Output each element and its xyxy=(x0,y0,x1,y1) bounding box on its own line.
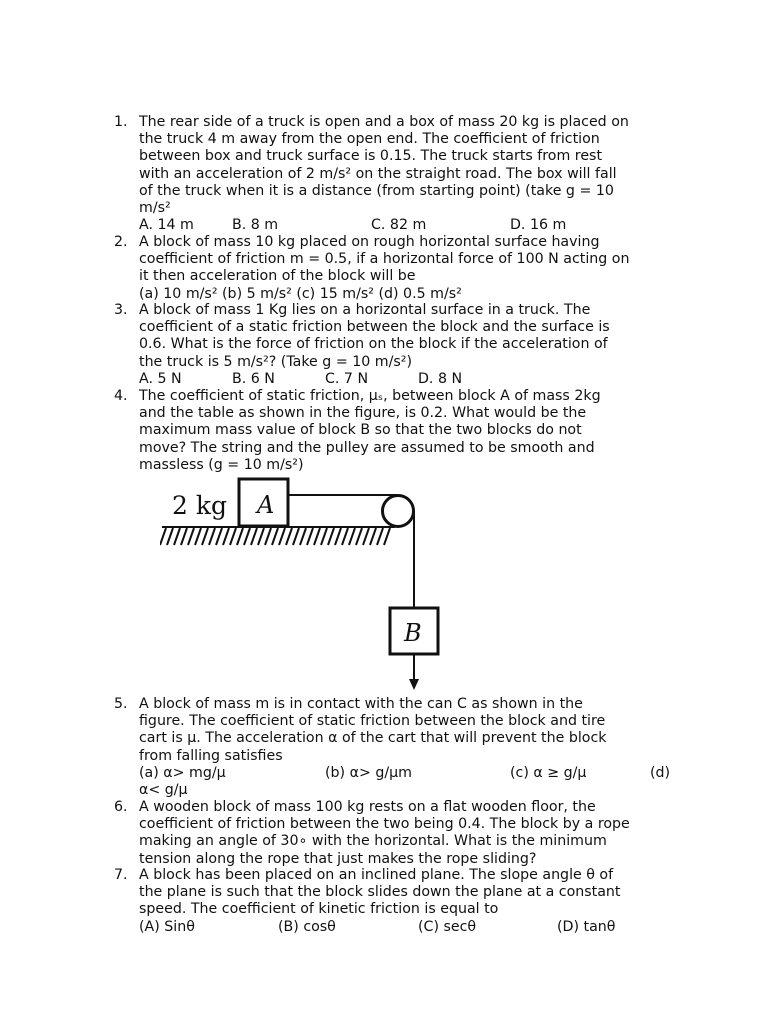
option-a: A. 14 m xyxy=(139,217,194,234)
question-line: A block of mass m is in contact with the can C as shown in the xyxy=(139,696,583,712)
question-line: The rear side of a truck is open and a box of mass 20 kg is placed on xyxy=(139,114,629,130)
question-2 xyxy=(114,234,684,303)
answer-options xyxy=(139,371,684,388)
option-b: (B) cosθ xyxy=(278,918,336,935)
question-line: of the truck when it is a distance (from starting point) (take g = 10 xyxy=(139,182,614,199)
question-line: tension along the rope that just makes the rope sliding? xyxy=(139,850,537,867)
question-line: from falling satisfies xyxy=(139,747,283,764)
question-line: A block has been placed on an inclined plane. The slope angle θ of xyxy=(139,867,614,883)
question-line: it then acceleration of the block will be xyxy=(139,268,416,285)
hatch-mark xyxy=(272,528,278,545)
question-line: speed. The coefficient of kinetic friction is equal to xyxy=(139,901,499,918)
question-line: the truck is 5 m/s²? (Take g = 10 m/s²) xyxy=(139,353,412,370)
question-line: figure. The coefficient of static friction between the block and tire xyxy=(139,713,606,730)
hatch-mark xyxy=(265,528,271,545)
question-number: 2. xyxy=(114,234,128,250)
option-c: C. 82 m xyxy=(371,217,427,234)
question-7 xyxy=(114,867,684,936)
question-3 xyxy=(114,302,684,388)
pulley-figure xyxy=(160,476,455,692)
pulley xyxy=(383,496,414,527)
question-line: cart is μ. The acceleration α of the cart that will prevent the block xyxy=(139,730,607,747)
option-b: B. 8 m xyxy=(232,217,279,234)
question-line: making an angle of 30∘ with the horizontal. What is the minimum xyxy=(139,833,607,850)
option-c: (C) secθ xyxy=(418,918,477,935)
hatch-mark xyxy=(286,528,292,545)
question-line: A block of mass 10 kg placed on rough horizontal surface having xyxy=(139,234,600,250)
option-b: (b) α> g/μm xyxy=(325,764,412,781)
option-c: (c) α ≥ g/μ xyxy=(510,764,587,781)
hatch-mark xyxy=(195,528,201,545)
answer-options xyxy=(139,765,684,782)
hatch-mark xyxy=(209,528,215,545)
question-line: maximum mass value of block B so that the two blocks do not xyxy=(139,422,582,439)
option-a: A. 5 N xyxy=(139,370,182,387)
hatch-mark xyxy=(167,528,173,545)
hatch-mark xyxy=(356,528,362,545)
question-line: m/s² xyxy=(139,200,171,217)
option-d-continuation: α< g/μ xyxy=(139,782,188,798)
hatch-mark xyxy=(363,528,369,545)
hatch-mark xyxy=(384,528,390,545)
hatch-mark xyxy=(237,528,243,545)
option-b: B. 6 N xyxy=(232,370,275,387)
hatch-mark xyxy=(251,528,257,545)
hatch-mark xyxy=(349,528,355,545)
hatch-mark xyxy=(321,528,327,545)
option-d: D. 16 m xyxy=(510,217,567,234)
hatch-mark xyxy=(300,528,306,545)
question-4 xyxy=(114,388,684,474)
hatch-mark xyxy=(244,528,250,545)
question-number: 7. xyxy=(114,867,128,883)
hatch-mark xyxy=(370,528,376,545)
hatch-mark xyxy=(202,528,208,545)
hatch-mark xyxy=(181,528,187,545)
option-a: (A) Sinθ xyxy=(139,918,195,935)
question-line: with an acceleration of 2 m/s² on the straight road. The box will fall xyxy=(139,165,617,182)
option-d: D. 8 N xyxy=(418,370,463,387)
hatch-mark xyxy=(188,528,194,545)
question-line: coefficient of a static friction between the block and the surface is xyxy=(139,319,610,336)
question-line: between box and truck surface is 0.15. The truck starts from rest xyxy=(139,148,603,165)
hatch-mark xyxy=(279,528,285,545)
question-5 xyxy=(114,696,684,799)
weight-arrow-head xyxy=(409,679,419,690)
block-b-label: B xyxy=(404,619,422,647)
question-number: 5. xyxy=(114,696,128,712)
hatch-mark xyxy=(174,528,180,545)
hatch-mark xyxy=(342,528,348,545)
option-a: (a) α> mg/μ xyxy=(139,764,226,781)
question-line: massless (g = 10 m/s²) xyxy=(139,456,304,473)
question-line: 0.6. What is the force of friction on the block if the acceleration of xyxy=(139,336,608,353)
question-line: and the table as shown in the figure, is 0.2. What would be the xyxy=(139,405,587,422)
mass-label: 2 kg xyxy=(172,491,228,520)
question-line: the truck 4 m away from the open end. The coefficient of friction xyxy=(139,131,600,148)
answer-options xyxy=(139,919,684,936)
hatch-mark xyxy=(377,528,383,545)
question-line: The coefficient of static friction, μₛ, between block A of mass 2kg xyxy=(139,388,601,404)
question-line: the plane is such that the block slides down the plane at a constant xyxy=(139,884,621,901)
hatch-mark xyxy=(335,528,341,545)
hatch-mark xyxy=(230,528,236,545)
question-number: 1. xyxy=(114,114,128,130)
hatch-mark xyxy=(223,528,229,545)
question-line: coefficient of friction m = 0.5, if a horizontal force of 100 N acting on xyxy=(139,251,630,268)
option-d: (D) tanθ xyxy=(557,918,616,935)
option-c: C. 7 N xyxy=(325,370,369,387)
option-d: (d) xyxy=(650,764,671,781)
hatch-mark xyxy=(160,528,166,545)
hatch-mark xyxy=(328,528,334,545)
question-1 xyxy=(114,114,684,234)
question-number: 3. xyxy=(114,302,128,318)
question-line: A wooden block of mass 100 kg rests on a flat wooden floor, the xyxy=(139,799,596,815)
question-number: 4. xyxy=(114,388,128,404)
table-hatching xyxy=(160,528,390,545)
answer-options xyxy=(139,217,684,234)
hatch-mark xyxy=(314,528,320,545)
hatch-mark xyxy=(293,528,299,545)
question-line: move? The string and the pulley are assumed to be smooth and xyxy=(139,439,595,456)
question-6 xyxy=(114,799,684,868)
question-line: A block of mass 1 Kg lies on a horizontal surface in a truck. The xyxy=(139,302,591,318)
hatch-mark xyxy=(258,528,264,545)
question-line: coefficient of friction between the two being 0.4. The block by a rope xyxy=(139,816,630,833)
answer-options: (a) 10 m/s² (b) 5 m/s² (c) 15 m/s² (d) 0.5 m/s² xyxy=(139,285,462,302)
block-a-label: A xyxy=(257,491,275,519)
hatch-mark xyxy=(307,528,313,545)
question-number: 6. xyxy=(114,799,128,815)
hatch-mark xyxy=(216,528,222,545)
